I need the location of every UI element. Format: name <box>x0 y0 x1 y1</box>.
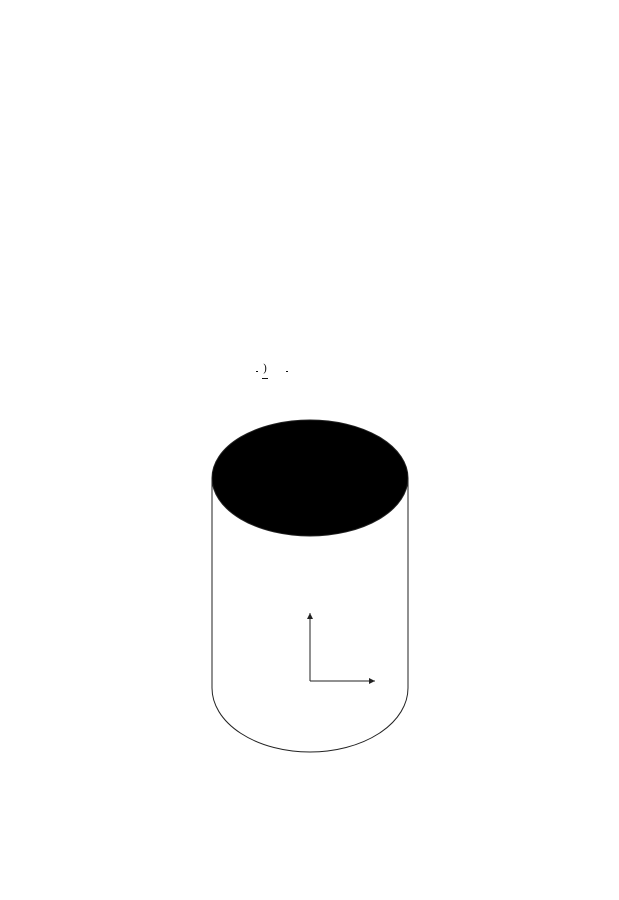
section-heading <box>71 226 83 248</box>
frac2-numerator: ) <box>262 362 268 379</box>
equation-continuity <box>256 362 302 380</box>
cylinder-top-ellipse <box>212 420 408 536</box>
fraction-d-uz-dz <box>286 370 288 373</box>
frac2-denominator <box>262 379 268 380</box>
frac1-denominator <box>256 372 258 373</box>
figure-caption <box>71 762 549 775</box>
cylinder-diagram <box>200 408 416 768</box>
figure-cylinder <box>200 408 416 768</box>
frac3-denominator <box>286 372 288 373</box>
fraction-one-over-r <box>256 370 258 373</box>
fraction-d-rur-dr <box>262 362 268 380</box>
